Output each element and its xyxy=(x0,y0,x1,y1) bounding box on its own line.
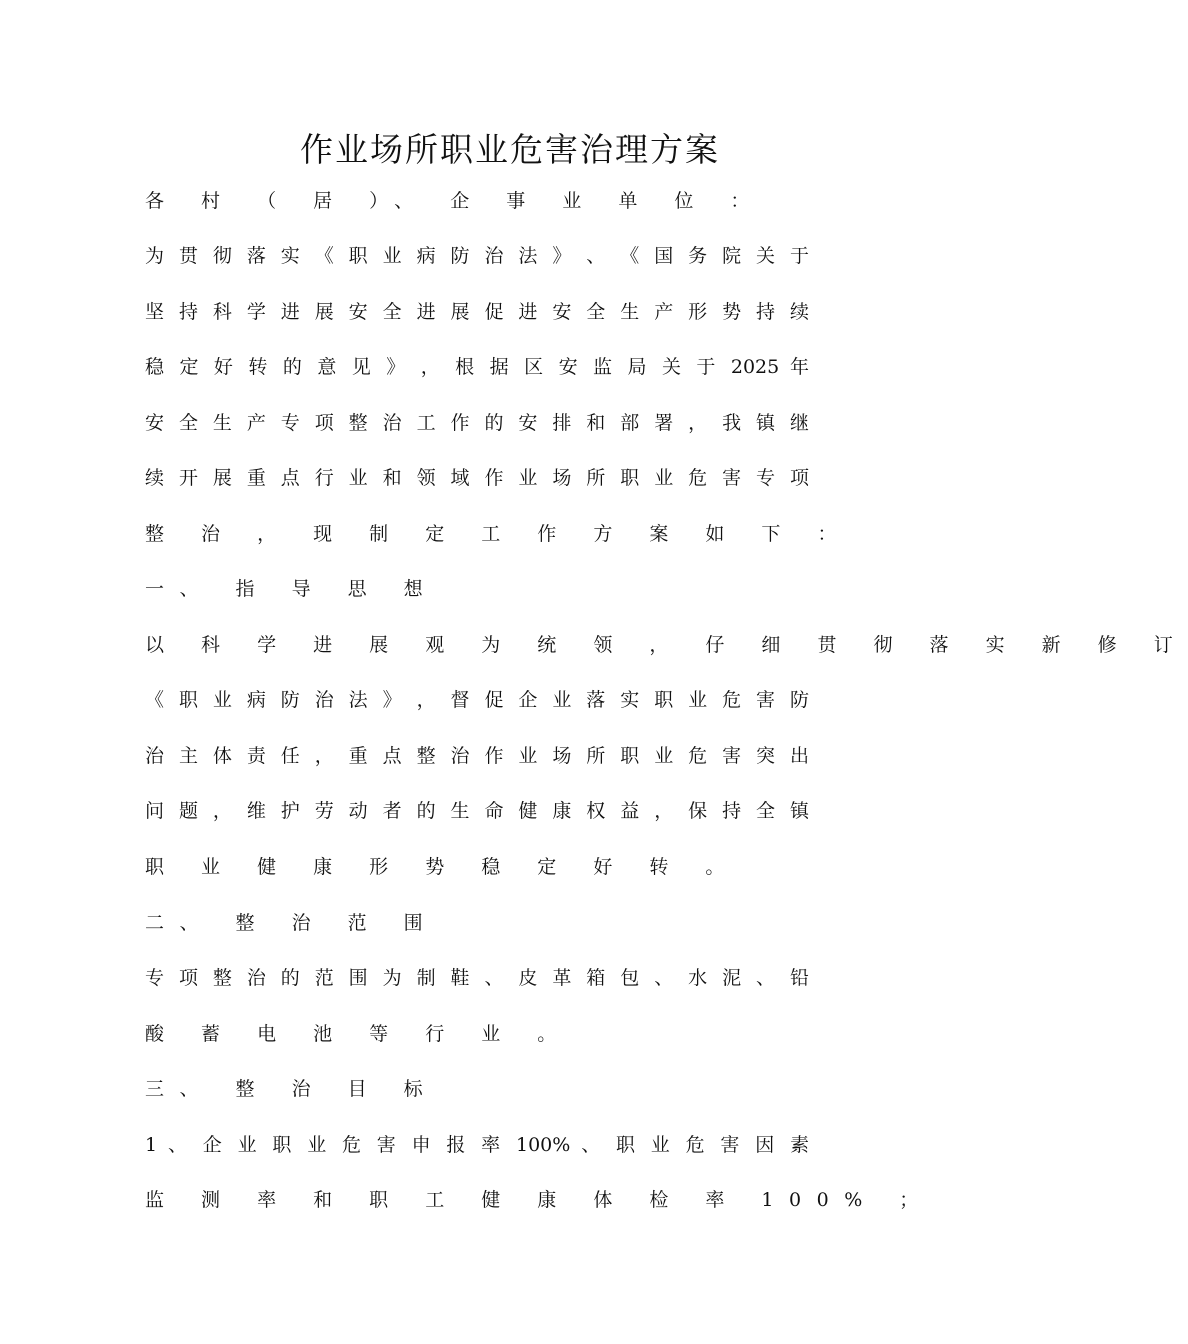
body-line: 稳 定 好 转 的 意 见 》 ， 根 据 区 安 监 局 关 于 2025 年 xyxy=(145,356,809,378)
section-heading: 二、 整 治 范 围 xyxy=(145,912,439,934)
body-line: 监 测 率 和 职 工 健 康 体 检 率 100% ； xyxy=(145,1189,934,1211)
body-line: 职 业 健 康 形 势 稳 定 好 转 。 xyxy=(145,856,740,878)
body-line: 专 项 整 治 的 范 围 为 制 鞋 、 皮 革 箱 包 、 水 泥 、 铅 xyxy=(145,967,809,989)
section-heading: 三、 整 治 目 标 xyxy=(145,1078,439,1100)
body-line: 1 、 企 业 职 业 危 害 申 报 率 100% 、 职 业 危 害 因 素 xyxy=(145,1134,809,1156)
section-heading: 一、 指 导 思 想 xyxy=(145,578,439,600)
salutation-line: 各 村 （ 居 ）、 企 事 业 单 位 ： xyxy=(145,190,765,212)
body-line: 治 主 体 责 任 ， 重 点 整 治 作 业 场 所 职 业 危 害 突 出 xyxy=(145,745,809,767)
body-line: 为 贯 彻 落 实 《 职 业 病 防 治 法 》 、 《 国 务 院 关 于 xyxy=(145,245,809,267)
document-title: 作业场所职业危害治理方案 xyxy=(300,130,720,169)
body-line: 以 科 学 进 展 观 为 统 领 ， 仔 细 贯 彻 落 实 新 修 订 xyxy=(145,634,1188,656)
body-line: 酸 蓄 电 池 等 行 业 。 xyxy=(145,1023,572,1045)
body-line: 问 题 ， 维 护 劳 动 者 的 生 命 健 康 权 益 ， 保 持 全 镇 xyxy=(145,800,809,822)
body-line: 《 职 业 病 防 治 法 》 ， 督 促 企 业 落 实 职 业 危 害 防 xyxy=(145,689,809,711)
body-line: 坚 持 科 学 进 展 安 全 进 展 促 进 安 全 生 产 形 势 持 续 xyxy=(145,301,809,323)
body-line: 安 全 生 产 专 项 整 治 工 作 的 安 排 和 部 署 ， 我 镇 继 xyxy=(145,412,809,434)
body-line: 续 开 展 重 点 行 业 和 领 域 作 业 场 所 职 业 危 害 专 项 xyxy=(145,467,809,489)
body-line: 整 治 ， 现 制 定 工 作 方 案 如 下 ： xyxy=(145,523,852,545)
